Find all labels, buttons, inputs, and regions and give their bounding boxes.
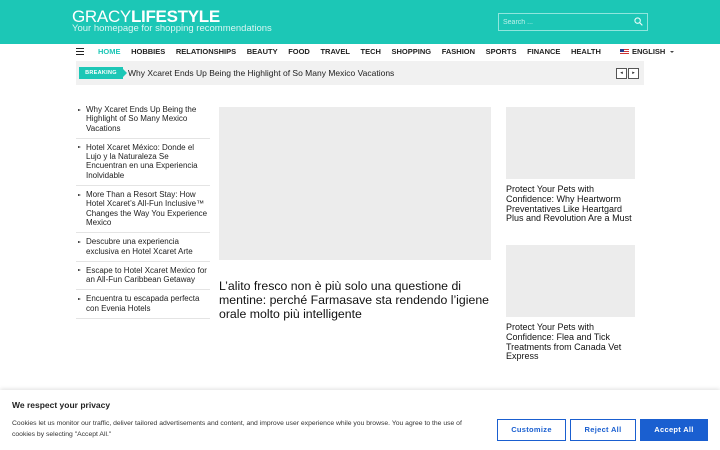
language-selector[interactable] (620, 47, 674, 57)
card-title[interactable]: Protect Your Pets with Confidence: Why Heartworm Preventatives Like Heartgard Plus and Revolution Are a Must (506, 184, 632, 224)
featured-image[interactable] (219, 107, 491, 260)
nav-item-tech[interactable]: TECH (360, 47, 381, 56)
search-icon[interactable] (634, 17, 643, 26)
nav-item-beauty[interactable]: BEAUTY (246, 47, 278, 56)
list-item[interactable]: Descubre una experiencia exclusiva en Hotel Xcaret Arte (76, 237, 210, 262)
site-header (0, 0, 720, 44)
list-item[interactable]: Why Xcaret Ends Up Being the Highlight of So Many Mexico Vacations (76, 105, 210, 139)
nav-item-home[interactable]: HOME (98, 47, 121, 56)
list-item[interactable]: Hotel Xcaret México: Donde el Lujo y la Naturaleza Se Encuentran en una Experiencia Inolvidable (76, 143, 210, 186)
us-flag-icon (620, 49, 629, 55)
site-tagline: Your homepage for shopping recommendations (72, 23, 272, 34)
card-title[interactable]: Protect Your Pets with Confidence: Flea and Tick Treatments from Canada Vet Express (506, 322, 622, 362)
breaking-label: BREAKING (79, 67, 123, 79)
nav-item-relationships[interactable]: RELATIONSHIPS (175, 47, 237, 56)
list-item[interactable]: Encuentra tu escapada perfecta con Evenia Hotels (76, 294, 210, 319)
breaking-headline[interactable]: Why Xcaret Ends Up Being the Highlight of So Many Mexico Vacations (128, 68, 395, 78)
accept-all-button[interactable]: Accept All (640, 419, 708, 441)
breaking-news-bar (76, 61, 644, 85)
nav-item-finance[interactable]: FINANCE (527, 47, 561, 56)
language-label: ENGLISH (632, 47, 666, 56)
search-box (498, 13, 648, 31)
nav-item-food[interactable]: FOOD (288, 47, 310, 56)
nav-item-fashion[interactable]: FASHION (441, 47, 476, 56)
nav-menu (98, 47, 611, 57)
search-input[interactable] (499, 14, 629, 30)
nav-item-hobbies[interactable]: HOBBIES (131, 47, 166, 56)
card-image[interactable] (506, 107, 635, 179)
cookie-banner (0, 390, 720, 450)
cookie-title: We respect your privacy (12, 400, 111, 410)
nav-item-travel[interactable]: TRAVEL (320, 47, 350, 56)
featured-title[interactable]: L’alito fresco non è più solo una questione di mentine: perché Farmasave sta rendendo l’igiene orale molto più intelligente (219, 279, 490, 321)
customize-button[interactable]: Customize (497, 419, 566, 441)
list-item[interactable]: Escape to Hotel Xcaret Mexico for an All-Fun Caribbean Getaway (76, 266, 210, 291)
cookie-text: Cookies let us monitor our traffic, deliver tailored advertisements and content, and improve user experience while you browse. You agree to the use of cookies by selecting "Accept All." (12, 420, 462, 438)
nav-item-sports[interactable]: SPORTS (485, 47, 517, 56)
menu-icon[interactable] (76, 48, 84, 55)
card-image[interactable] (506, 245, 635, 317)
sidebar-post-list (76, 105, 210, 323)
list-item[interactable]: More Than a Resort Stay: How Hotel Xcaret’s All-Fun Inclusive™ Changes the Way You Experience Mexico (76, 190, 210, 233)
reject-all-button[interactable]: Reject All (570, 419, 636, 441)
chevron-down-icon (670, 51, 674, 53)
nav-item-shopping[interactable]: SHOPPING (391, 47, 432, 56)
breaking-prev-button[interactable]: ◂ (616, 68, 627, 79)
breaking-next-button[interactable]: ▸ (628, 68, 639, 79)
site-logo[interactable]: GRACYLIFESTYLE (72, 7, 220, 26)
nav-item-health[interactable]: HEALTH (571, 47, 601, 56)
main-nav (0, 44, 720, 60)
